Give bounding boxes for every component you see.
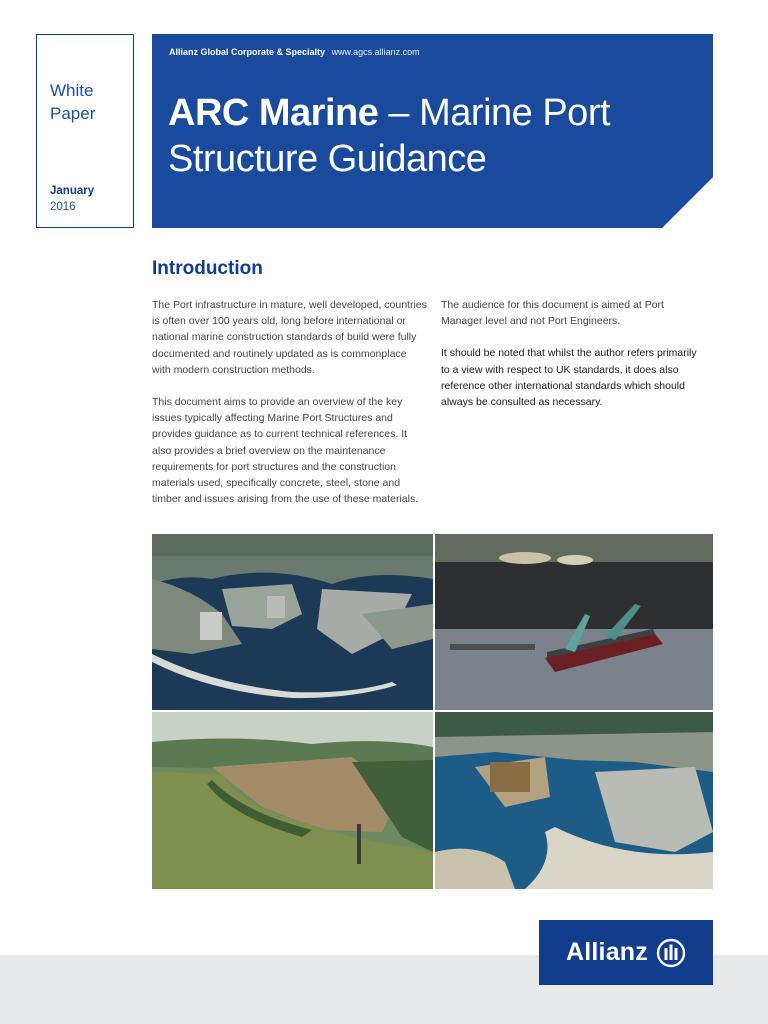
publication-year: 2016	[50, 201, 76, 213]
harbor-aerial-photo	[435, 712, 713, 889]
title-rest: – Marine Port Structure Guidance	[168, 92, 611, 180]
document-type	[50, 79, 95, 125]
coal-terminal-photo	[435, 534, 713, 710]
estuary-port-photo	[152, 712, 433, 889]
document-title	[168, 90, 688, 182]
document-meta-box	[36, 34, 134, 228]
intro-right-column	[441, 297, 697, 426]
allianz-logo[interactable]	[539, 920, 713, 985]
title-strong: ARC Marine	[168, 92, 379, 134]
logo-wordmark: Allianz	[566, 938, 648, 966]
intro-left-column	[152, 297, 428, 523]
document-type-line1: White	[50, 81, 94, 100]
publication-month: January	[50, 185, 95, 197]
paragraph: This document aims to provide an overview of the key issues typically affecting Marine Port Structures and provides guidance as to current technical references. It also provides a brief overview on the maintenance requirements for port structures and the construction materials used, specifically concrete, steel, stone and timber and issues arising from the use of these materials.	[152, 396, 419, 506]
port-aerial-photo	[152, 534, 433, 710]
paragraph: It should be noted that whilst the author refers primarily to a view with respect to UK standards, it does also reference other international standards which should always be consulted as necessary.	[441, 347, 697, 409]
header-org-line	[169, 47, 420, 57]
document-type-line2: Paper	[50, 104, 96, 123]
allianz-eagle-icon	[656, 938, 686, 968]
paragraph: The Port infrastructure in mature, well developed, countries is often over 100 years old, long before international or national marine construction standards of build were fully documented and routinely updated as is commonplace with modern construction methods.	[152, 299, 427, 376]
header-banner	[152, 34, 713, 228]
paragraph: The audience for this document is aimed at Port Manager level and not Port Engineers.	[441, 299, 664, 328]
organization-name: Allianz Global Corporate & Specialty	[169, 47, 326, 57]
section-heading: Introduction	[152, 258, 263, 279]
website-link[interactable]: www.agcs.allianz.com	[331, 47, 420, 57]
